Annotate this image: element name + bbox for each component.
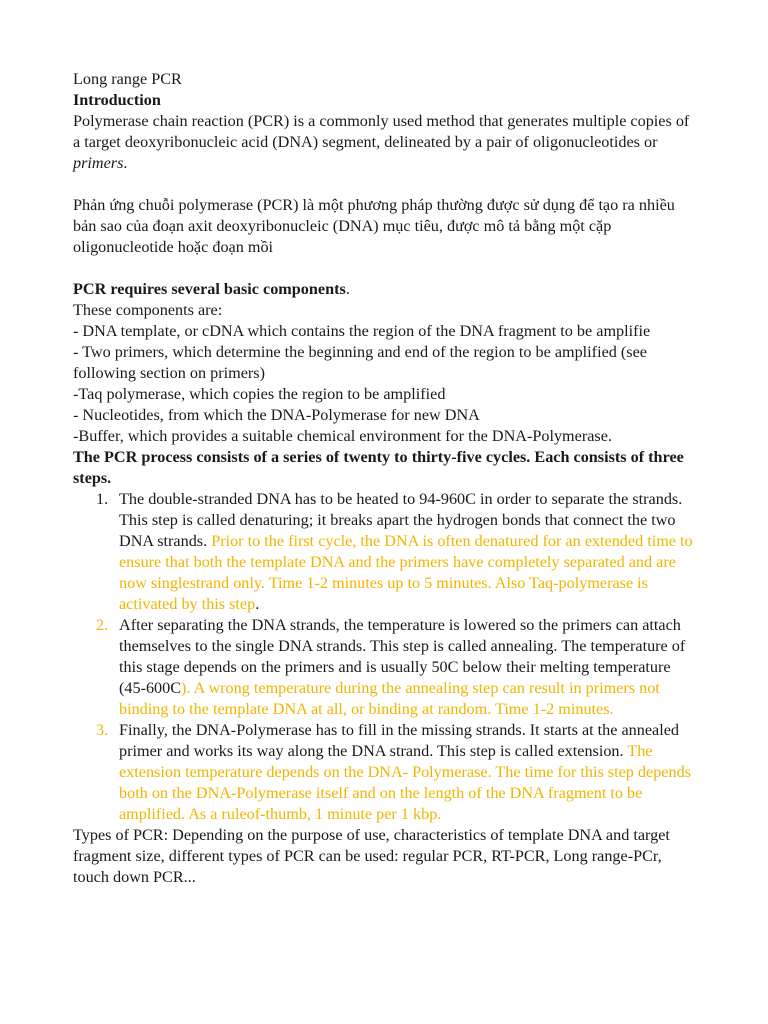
- component-item: -Buffer, which provides a suitable chemical environment for the DNA-Polymerase.: [73, 427, 612, 445]
- process-heading: The PCR process consists of a series of twenty to thirty-five cycles. Each consists of three steps.: [73, 448, 684, 487]
- step-item: [73, 615, 698, 720]
- component-item: -Taq polymerase, which copies the region to be amplified: [73, 385, 446, 403]
- intro-en-end: .: [123, 154, 128, 172]
- step-text: Finally, the DNA-Polymerase has to fill in the missing strands. It starts at the annealed primer and works its way along the DNA strand. This step is called extension.: [119, 721, 680, 760]
- component-item: - Two primers, which determine the beginning and end of the region to be amplified (see following section on primers): [73, 343, 647, 382]
- step-number: 3.: [96, 721, 109, 739]
- steps-list: [73, 489, 698, 825]
- step-highlight: The extension temperature depends on the DNA- Polymerase. The time for this step depends both on the DNA-Polymerase itself and on the length of the DNA fragment to be amplified. As a ruleof-thumb, 1 minute per 1 kbp.: [119, 742, 691, 823]
- components-heading-line: [73, 279, 698, 300]
- step-item: [73, 489, 698, 615]
- types-paragraph: Types of PCR: Depending on the purpose of use, characteristics of template DNA and target fragment size, different types of PCR can be used: regular PCR, RT-PCR, Long range-PCr, touch down PCR...: [73, 826, 670, 886]
- components-heading-end: .: [345, 280, 350, 298]
- step-highlight: ). A wrong temperature during the annealing step can result in primers not binding to the template DNA at all, or binding at random. Time 1-2 minutes.: [119, 679, 660, 718]
- step-item: [73, 720, 698, 825]
- intro-en-text: Polymerase chain reaction (PCR) is a commonly used method that generates multiple copies of a target deoxyribonucleic acid (DNA) segment, delineated by a pair of oligonucleotides or: [73, 112, 690, 151]
- step-number: 1.: [96, 490, 109, 508]
- document-body: [73, 69, 698, 888]
- intro-paragraph-vi: Phản ứng chuỗi polymerase (PCR) là một phương pháp thường được sử dụng để tạo ra nhiều bản sao của đoạn axit deoxyribonucleic (DNA) mục tiêu, được mô tả bằng một cặp oligonucleotide hoặc đoạn mồi: [73, 196, 675, 256]
- component-item: - Nucleotides, from which the DNA-Polymerase for new DNA: [73, 406, 480, 424]
- step-text: After separating the DNA strands, the temperature is lowered so the primers can attach themselves to the single DNA strands. This step is called annealing. The temperature of this stage depends on the primers and is usually 50C below their melting temperature (45-600C: [119, 616, 686, 697]
- step-number: 2.: [96, 616, 109, 634]
- step-end: .: [255, 595, 260, 613]
- step-highlight: Prior to the first cycle, the DNA is often denatured for an extended time to ensure that both the template DNA and the primers have completely separated and are now singlestrand only. Time 1-2 minutes up to 5 minutes. Also Taq-polymerase is activated by this step: [119, 532, 693, 613]
- intro-heading: Introduction: [73, 91, 161, 109]
- step-text: The double-stranded DNA has to be heated to 94-960C in order to separate the strands. This step is called denaturing; it breaks apart the hydrogen bonds that connect the two DNA strands.: [119, 490, 683, 550]
- components-heading: PCR requires several basic components: [73, 280, 346, 298]
- intro-paragraph-en: [73, 111, 698, 174]
- intro-en-primers: primers: [73, 154, 124, 172]
- document-title: Long range PCR: [73, 70, 182, 88]
- components-intro: These components are:: [73, 301, 223, 319]
- component-item: - DNA template, or cDNA which contains the region of the DNA fragment to be amplifie: [73, 322, 651, 340]
